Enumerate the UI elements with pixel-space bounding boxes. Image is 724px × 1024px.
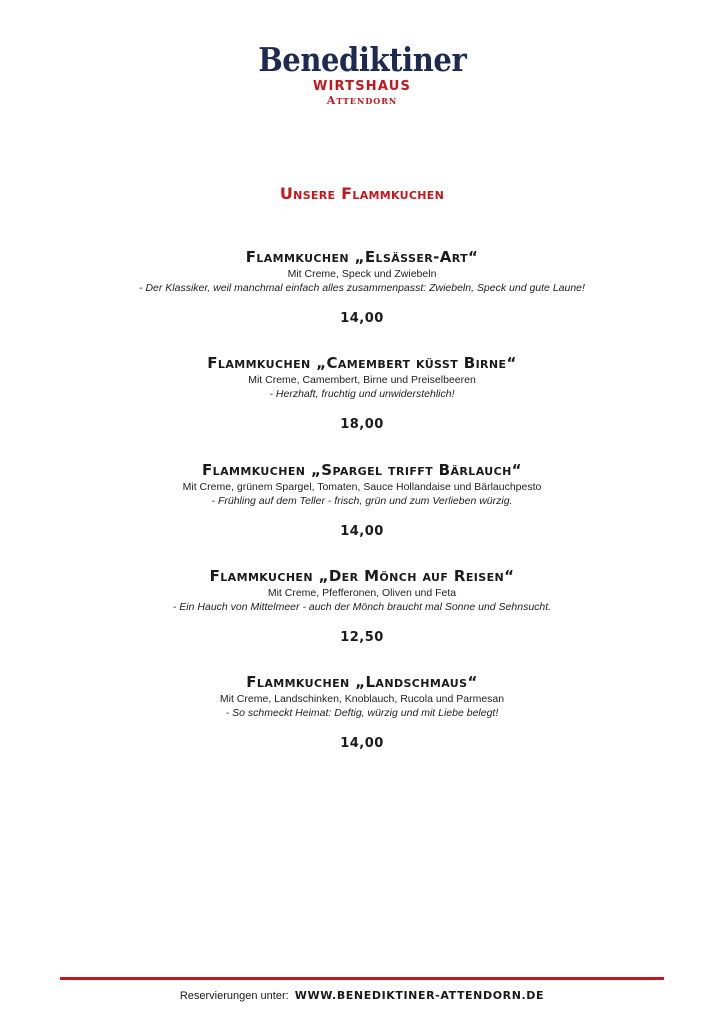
menu-item xyxy=(0,673,724,752)
menu-item xyxy=(0,248,724,327)
menu-item-note: - Ein Hauch von Mittelmeer - auch der Mönch braucht mal Sonne und Sehnsucht. xyxy=(172,601,552,613)
menu-item-ingredients: Mit Creme, Landschinken, Knoblauch, Rucola und Parmesan xyxy=(219,693,505,705)
menu-item xyxy=(0,567,724,646)
menu-item-note: - Der Klassiker, weil manchmal einfach alles zusammenpasst: Zwiebeln, Speck und gute Laune! xyxy=(139,282,585,294)
menu-item-price: 14,00 xyxy=(340,524,384,539)
menu-item-ingredients: Mit Creme, Pfefferonen, Oliven und Feta xyxy=(267,587,457,599)
menu-item-note: - So schmeckt Heimat: Deftig, würzig und mit Liebe belegt! xyxy=(225,707,499,719)
menu-item xyxy=(0,461,724,540)
menu-item-title: Flammkuchen „Camembert küsst Birne“ xyxy=(207,354,517,372)
menu-item-title: Flammkuchen „Der Mönch auf Reisen“ xyxy=(209,567,515,585)
menu-item-title: Flammkuchen „Landschmaus“ xyxy=(246,673,478,691)
menu-item-title: Flammkuchen „Elsässer-Art“ xyxy=(245,248,479,266)
menu-item-ingredients: Mit Creme, Camembert, Birne und Preiselbeeren xyxy=(248,374,476,386)
logo-subtitle: WIRTSHAUS xyxy=(312,79,412,94)
menu-item-price: 14,00 xyxy=(340,311,384,326)
menu-item-price: 12,50 xyxy=(340,630,384,645)
logo-city: Attendorn xyxy=(326,94,398,107)
footer-reservation-label: Reservierungen unter: xyxy=(179,990,289,1002)
menu-item xyxy=(0,354,724,433)
logo-brand-name: Benediktiner xyxy=(257,40,467,79)
menu-item-price: 14,00 xyxy=(340,736,384,751)
footer-website-link[interactable]: WWW.BENEDIKTINER-ATTENDORN.DE xyxy=(294,989,545,1002)
menu-item-title: Flammkuchen „Spargel trifft Bärlauch“ xyxy=(202,461,522,479)
menu-item-ingredients: Mit Creme, grünem Spargel, Tomaten, Sauce Hollandaise und Bärlauchpesto xyxy=(182,481,542,493)
section-title: Unsere Flammkuchen xyxy=(279,184,445,203)
menu-item-note: - Frühling auf dem Teller - frisch, grün und zum Verlieben würzig. xyxy=(211,495,513,507)
footer-divider xyxy=(60,977,664,980)
restaurant-logo xyxy=(0,40,724,108)
menu-item-note: - Herzhaft, fruchtig und unwiderstehlich! xyxy=(269,388,455,400)
menu-item-ingredients: Mit Creme, Speck und Zwiebeln xyxy=(287,268,437,280)
footer xyxy=(0,989,724,1002)
menu-item-price: 18,00 xyxy=(340,417,384,432)
